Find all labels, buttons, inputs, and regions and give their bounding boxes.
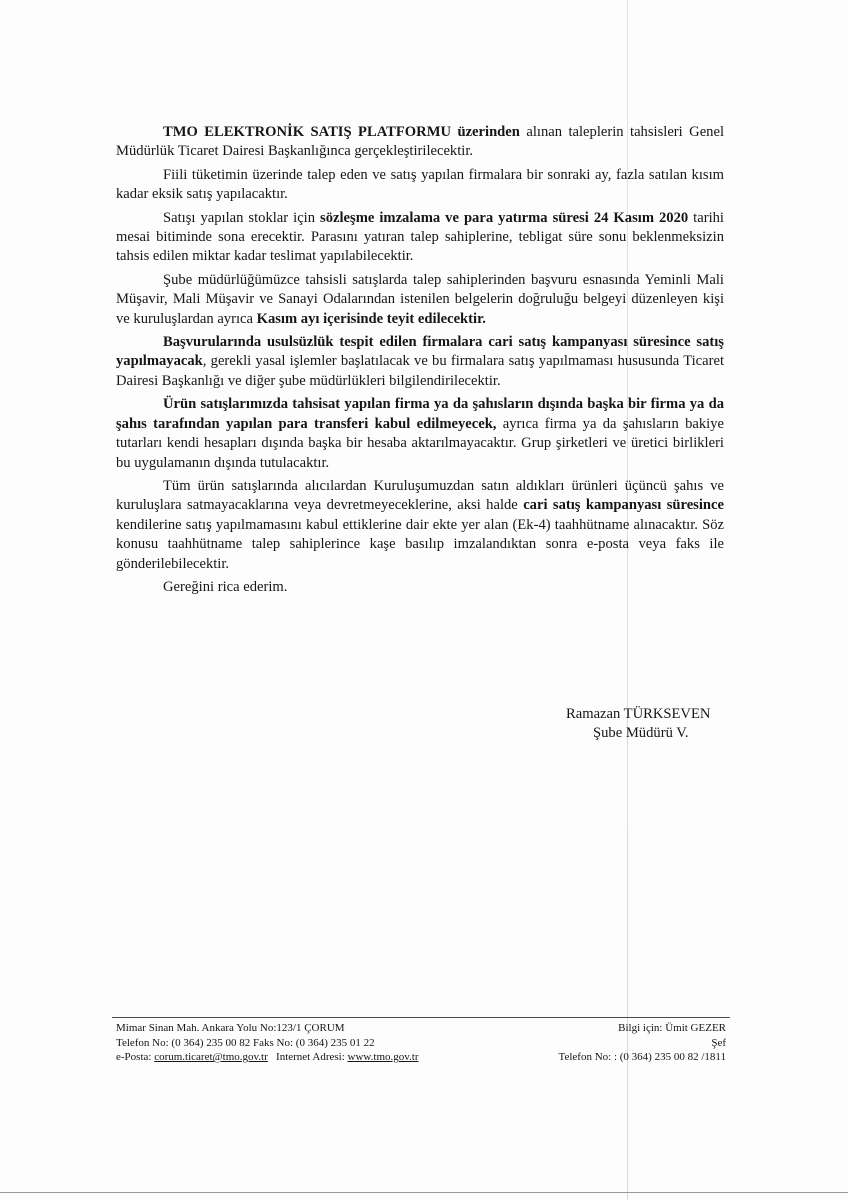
paragraph-platform [116,123,724,162]
info-contact-person: Bilgi için: Ümit GEZER [618,1022,726,1034]
paragraph-money-transfer [116,395,724,473]
info-contact-phone: Telefon No: : (0 364) 235 00 82 /1811 [558,1051,726,1064]
bold-text: Başvurularında usulsüzlük tespit edilen firmalara cari satış kampanyası süresince satış yapılmayacak [116,334,724,370]
bold-text: cari satış kampanyası süresince [523,497,724,514]
paragraph-text: ayrıca firma ya da şahısların bakiye tutarları kendi hesapları dışında başka bir hesaba aktarılmayacaktır. Grup şirketleri ve üretici birlikleri bu uygulamanın dışında tutulacaktır. [116,415,724,471]
footer-phone-fax: Telefon No: (0 364) 235 00 82 Faks No: (0 364) 235 01 22 [116,1036,375,1049]
page-bottom-edge [0,1192,848,1193]
footer-online [116,1050,516,1065]
closing-line: Gereğini rica ederim. [163,578,288,595]
signatory-title: Şube Müdürü V. [593,725,689,742]
paragraph-text: Şube müdürlüğümüzce tahsisli satışlarda talep sahiplerinden başvuru esnasında Yeminli Mali Müşavir, Mali Müşavir ve Sanayi Odalarından istenilen belgelerin doğruluğu belgeyi düzenleyen kişi ve kuruluşlardan ayrıca [116,271,724,327]
paragraph-text: tarihi mesai bitiminde sona erecektir. Parasını yatıran talep sahiplerine, tebligat süre sonu beklenmeksizin tahsis edilen miktar kadar teslimat yapılabilecektir. [116,209,724,265]
footer-info [466,1021,726,1065]
signatory-name: Ramazan TÜRKSEVEN [566,706,711,722]
paragraph-document-verification [116,271,724,329]
footer-address: Mimar Sinan Mah. Ankara Yolu No:123/1 ÇORUM [116,1022,345,1034]
web-link[interactable]: www.tmo.gov.tr [347,1051,419,1064]
bold-text: Kasım ayı içerisinde teyit edilecektir. [256,310,486,327]
email-link[interactable]: corum.ticaret@tmo.gov.tr [154,1051,268,1064]
paragraph-commitment [116,477,724,574]
footer-divider [112,1017,730,1018]
letter-body [116,123,724,601]
paragraph-text: Satışı yapılan stoklar için [163,209,321,226]
signature-block [566,705,736,744]
paragraph-text: alınan taleplerin tahsisleri Genel Müdürlük Ticaret Dairesi Başkanlığınca gerçekleştirilecektir. [116,124,724,160]
paragraph-irregularities [116,333,724,391]
paragraph-contract-deadline [116,209,724,267]
bold-text: Ürün satışlarımızda tahsisat yapılan firma ya da şahısların dışında başka bir firma ya da şahıs tarafından yapılan para transferi kabul edilmeyecek, [116,396,724,432]
paragraph-text: kendilerine satış yapılmamasını kabul ettiklerine dair ekte yer alan (Ek-4) taahhütname alınacaktır. Söz konusu taahhütname talep sahiplerince kaşe basılıp imzalandıktan sonra e-posta veya faks ile gönderilebilecektir. [116,516,724,572]
bold-text: sözleşme imzalama ve para yatırma süresi 24 Kasım 2020 [320,209,689,226]
email-label: e-Posta: [116,1051,155,1064]
paragraph-text: Fiili tüketimin üzerinde talep eden ve satış yapılan firmalara bir sonraki ay, fazla satılan kısım kadar eksik satış yapılacaktır. [116,166,724,203]
paragraph-excess-sales [116,166,724,205]
bold-text: TMO ELEKTRONİK SATIŞ PLATFORMU üzerinden [163,124,520,140]
paragraph-text: , gerekli yasal işlemler başlatılacak ve bu firmalara satış yapılmaması hususunda Ticaret Dairesi Başkanlığı ve diğer şube müdürlükleri bilgilendirilecektir. [116,353,724,389]
footer-contact [116,1021,516,1065]
web-label: Internet Adresi: [267,1051,348,1064]
info-contact-title: Şef [711,1036,726,1049]
paragraph-text: Tüm ürün satışlarında alıcılardan Kuruluşumuzdan satın aldıkları ürünleri üçüncü şahıs ve kuruluşlara satmayacaklarına veya devretmeyeceklerine, aksi halde [116,477,724,514]
